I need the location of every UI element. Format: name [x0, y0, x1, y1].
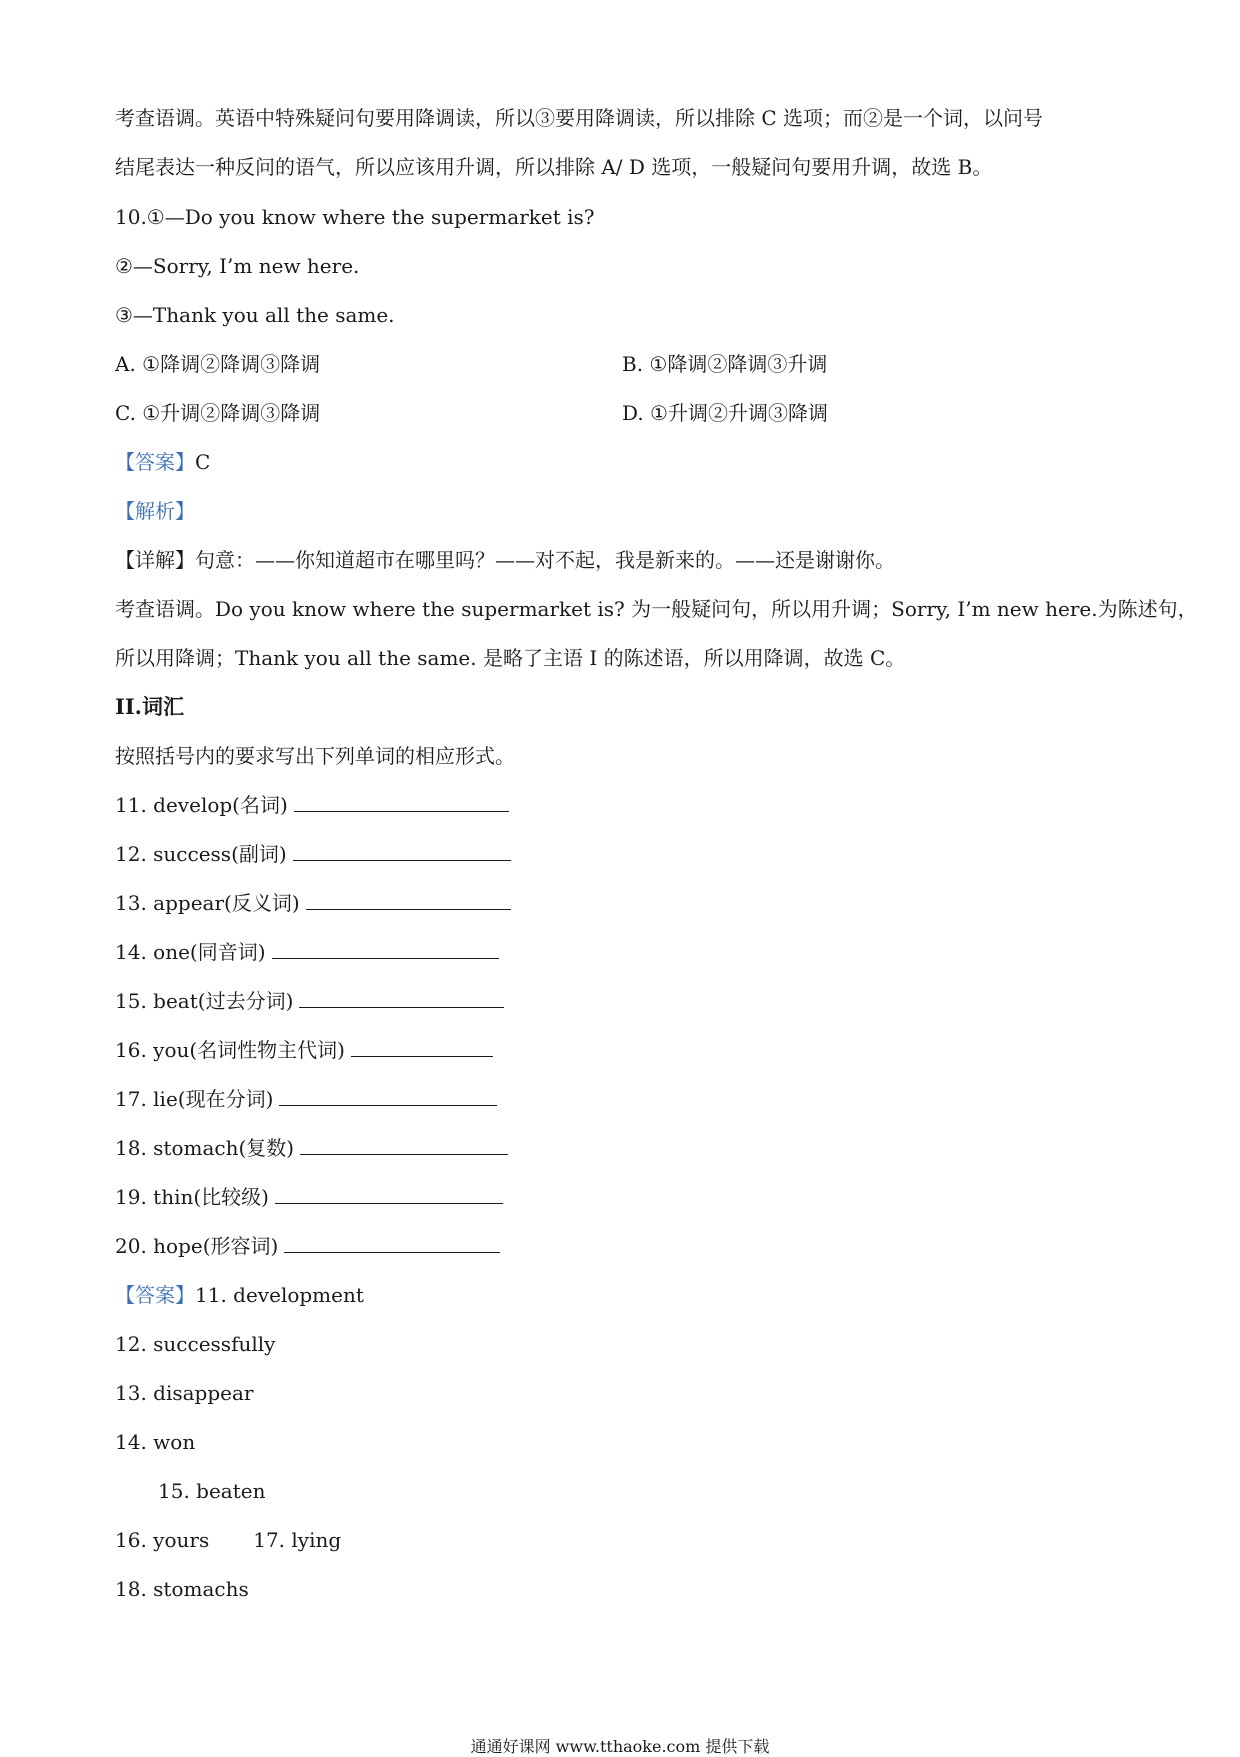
vocab-item: 15. beat(过去分词) [115, 989, 504, 1013]
section-heading: II.词汇 [115, 694, 184, 719]
q10-explain-2: 所以用降调；Thank you all the same. 是略了主语 I 的陈述语，所以用降调，故选 C。 [115, 646, 906, 670]
q10-jiexi: 【解析】 [115, 499, 195, 523]
q10-stem: 10.①—Do you know where the supermarket is? [115, 205, 595, 229]
q10-explain-1: 考查语调。Do you know where the supermarket is? 为一般疑问句，所以用升调；Sorry, I’m new here.为陈述句， [115, 597, 1198, 621]
answer-blank [284, 1234, 500, 1253]
q10-option-d: D. ①升调②升调③降调 [622, 401, 828, 425]
analysis-line-2: 结尾表达一种反问的语气，所以应该用升调，所以排除 A/ D 选项，一般疑问句要用升调，故选 B。 [115, 155, 993, 179]
answer-blank [293, 842, 511, 861]
vocab-item: 19. thin(比较级) [115, 1185, 503, 1209]
answer-value: 11. development [195, 1283, 364, 1307]
section-instruction: 按照括号内的要求写出下列单词的相应形式。 [115, 744, 515, 768]
vocab-item: 17. lie(现在分词) [115, 1087, 497, 1111]
answer-tag: 【答案】 [115, 1283, 195, 1307]
vocab-item: 18. stomach(复数) [115, 1136, 508, 1160]
analysis-line-1: 考查语调。英语中特殊疑问句要用降调读，所以③要用降调读，所以排除 C 选项；而②是一个词，以问号 [115, 106, 1044, 130]
vocab-answer-row [115, 1528, 341, 1552]
vocab-answer: 16. yours [115, 1528, 210, 1552]
vocab-answer: 13. disappear [115, 1381, 254, 1405]
q10-option-b: B. ①降调②降调③升调 [622, 352, 828, 376]
vocab-answer: 18. stomachs [115, 1577, 249, 1601]
answer-value: C [195, 450, 211, 474]
vocab-item: 16. you(名词性物主代词) [115, 1038, 493, 1062]
answer-blank [275, 1185, 503, 1204]
q10-option-c: C. ①升调②降调③降调 [115, 401, 321, 425]
answer-blank [306, 891, 511, 910]
vocab-item: 14. one(同音词) [115, 940, 499, 964]
vocab-answer: 14. won [115, 1430, 196, 1454]
answer-tag: 【答案】 [115, 450, 195, 474]
vocab-answer-header [115, 1283, 364, 1307]
answer-blank [300, 1136, 508, 1155]
answer-blank [299, 989, 504, 1008]
q10-line-2: ②—Sorry, I’m new here. [115, 254, 360, 278]
answer-blank [279, 1087, 497, 1106]
answer-blank [351, 1038, 493, 1057]
answer-blank [294, 793, 509, 812]
answer-blank [272, 940, 499, 959]
vocab-item: 12. success(副词) [115, 842, 511, 866]
vocab-answer: 15. beaten [158, 1479, 266, 1503]
page-footer: 通通好课网 www.tthaoke.com 提供下载 [470, 1737, 770, 1756]
q10-detail: 【详解】句意：——你知道超市在哪里吗？——对不起，我是新来的。——还是谢谢你。 [115, 548, 895, 572]
vocab-item: 11. develop(名词) [115, 793, 509, 817]
q10-line-3: ③—Thank you all the same. [115, 303, 395, 327]
q10-option-a: A. ①降调②降调③降调 [115, 352, 321, 376]
vocab-answer: 17. lying [253, 1528, 342, 1552]
vocab-item: 20. hope(形容词) [115, 1234, 500, 1258]
vocab-item: 13. appear(反义词) [115, 891, 511, 915]
vocab-answer: 12. successfully [115, 1332, 276, 1356]
q10-answer [115, 450, 210, 474]
